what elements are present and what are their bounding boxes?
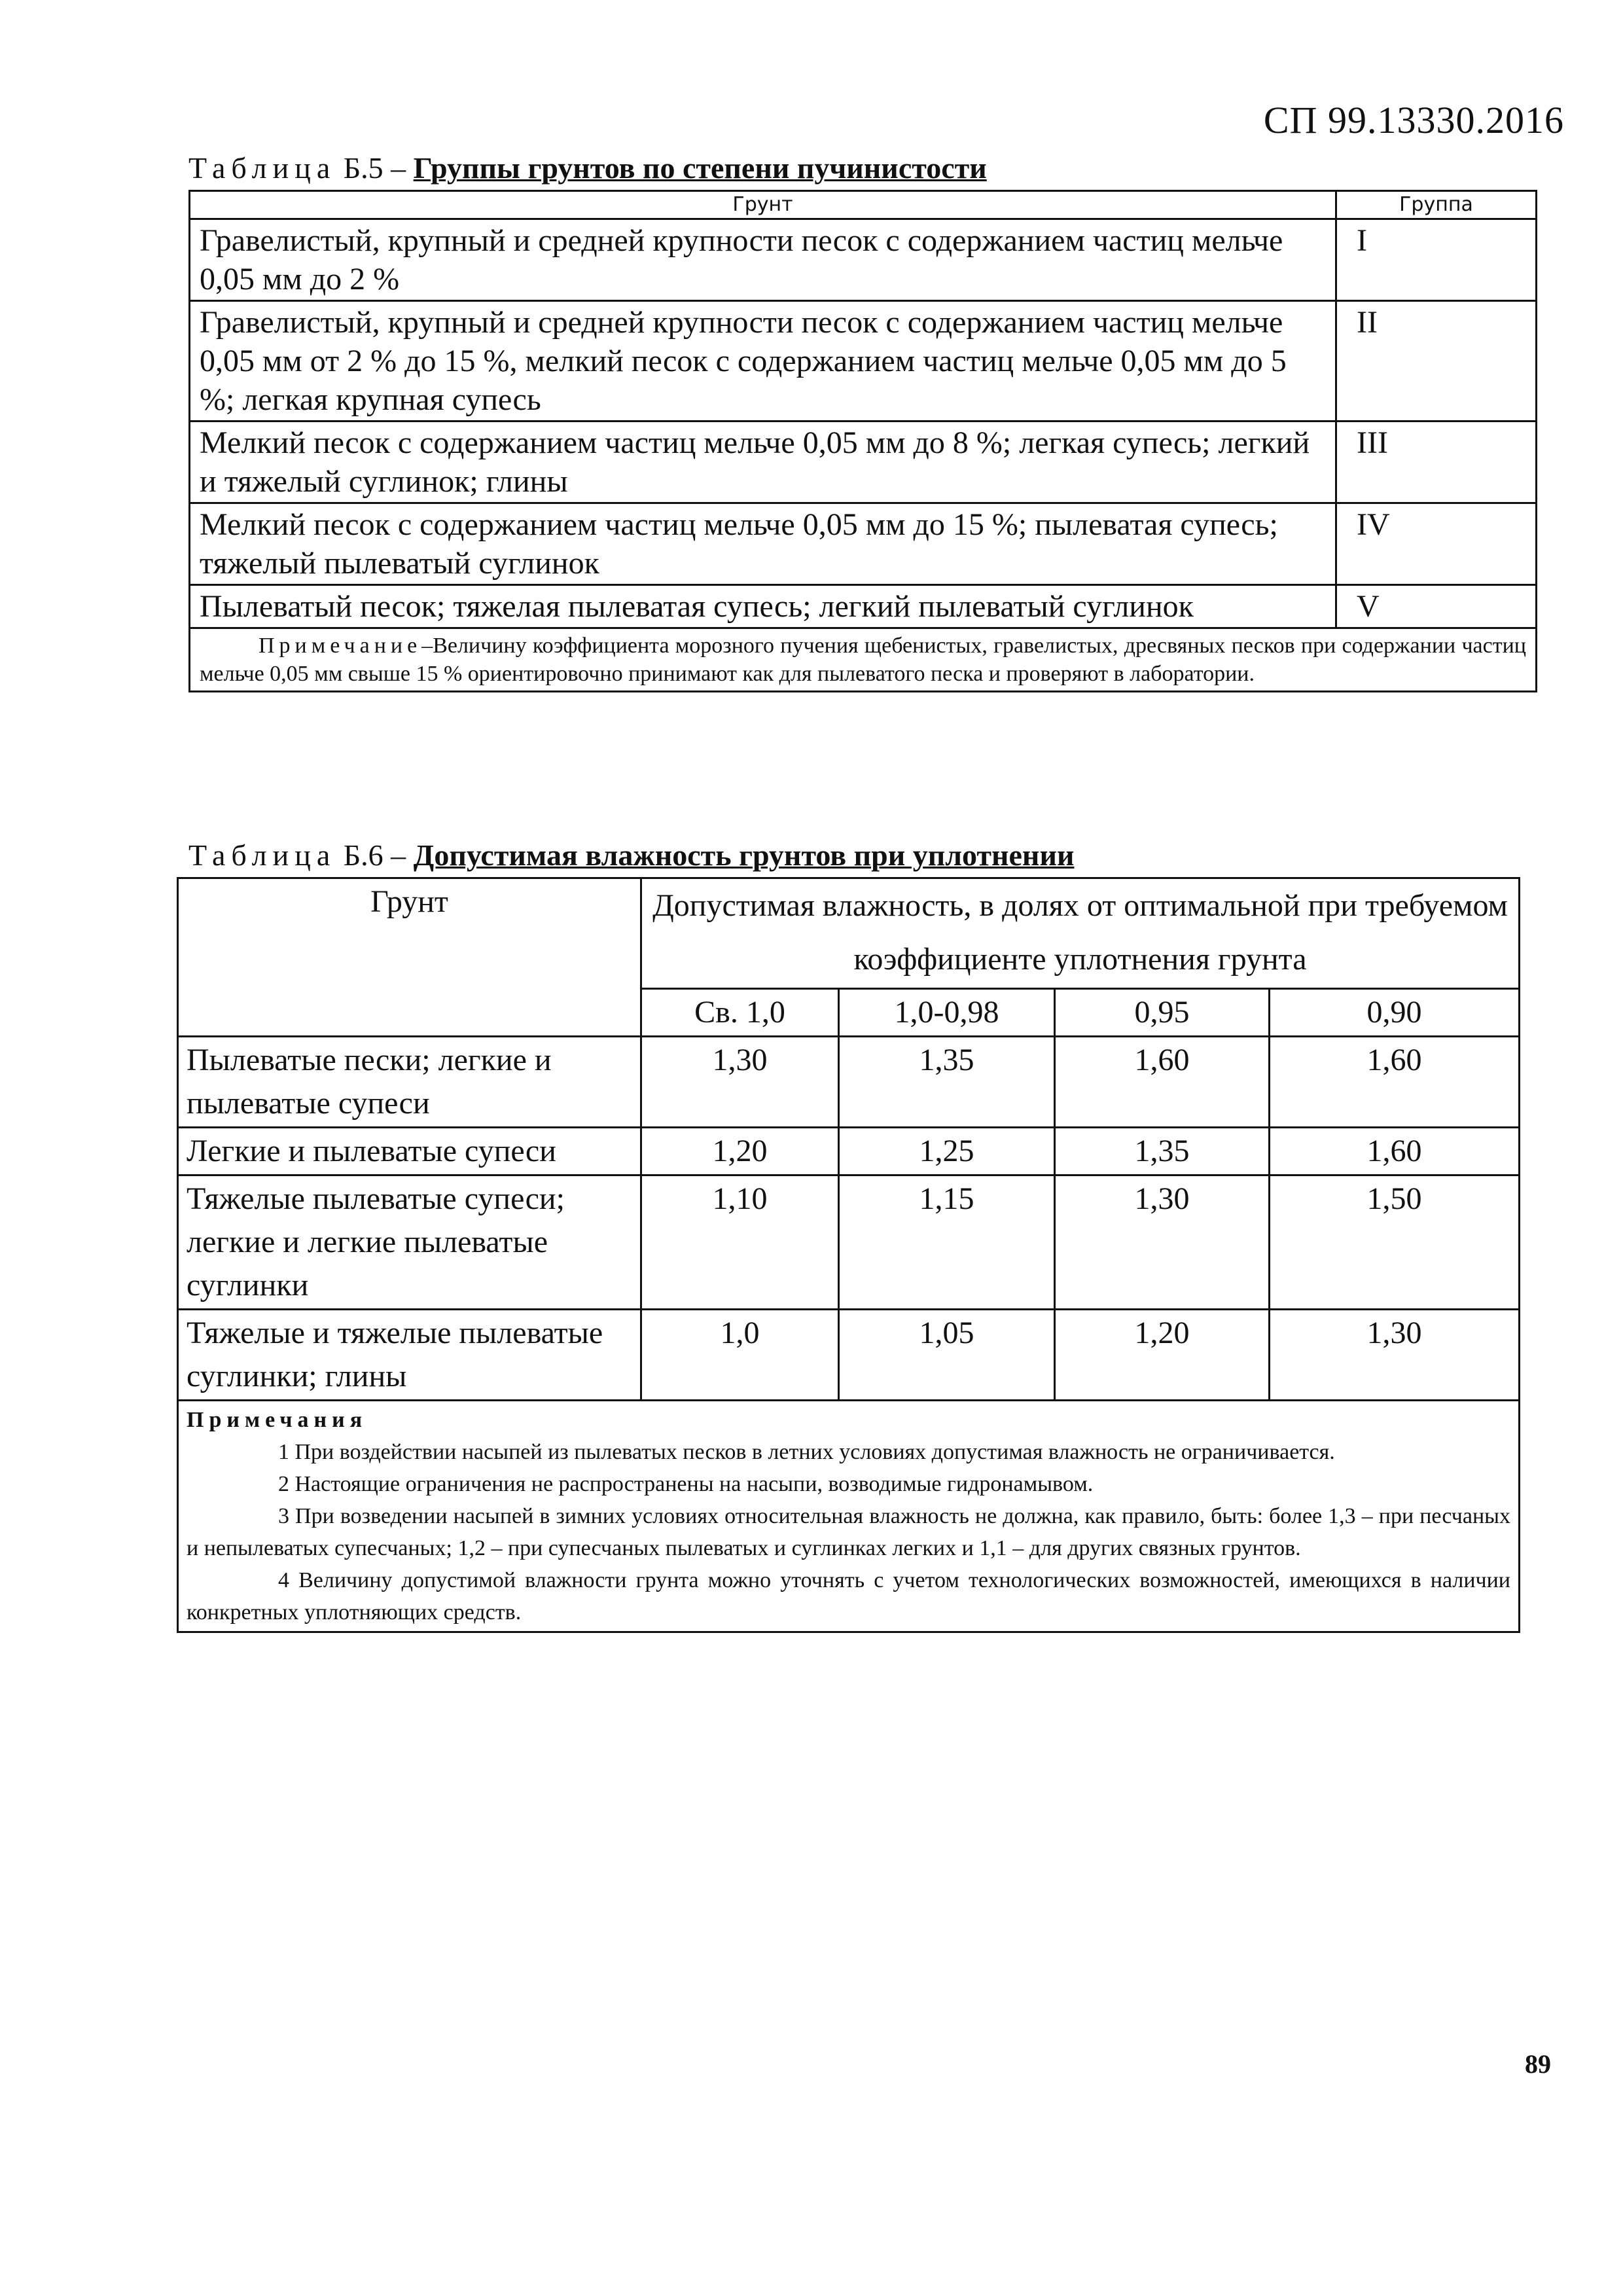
table-row bbox=[190, 301, 1537, 422]
table-row bbox=[178, 1175, 1520, 1310]
table-b6-value-cell: 1,25 bbox=[839, 1128, 1055, 1175]
table-b5-note-lead: Примечание bbox=[259, 634, 422, 658]
table-b5-soil-cell: Мелкий песок с содержанием частиц мельче 0,05 мм до 15 %; пылеватая супесь; тяжелый пылеватый суглинок bbox=[190, 503, 1336, 585]
table-b6-header-row bbox=[178, 878, 1520, 989]
table-b6 bbox=[177, 877, 1520, 1633]
document-code: СП 99.13330.2016 bbox=[1263, 99, 1564, 141]
table-b6-header-moisture: Допустимая влажность, в долях от оптимальной при требуемом коэффициенте уплотнения грунта bbox=[641, 878, 1520, 989]
table-row bbox=[178, 1310, 1520, 1401]
table-b5-soil-cell: Мелкий песок с содержанием частиц мельче 0,05 мм до 8 %; легкая супесь; легкий и тяжелый суглинок; глины bbox=[190, 422, 1336, 503]
table-b6-value-cell: 1,10 bbox=[641, 1175, 839, 1310]
table-b6-subheader: 0,90 bbox=[1270, 989, 1520, 1037]
table-b6-soil-cell: Легкие и пылеватые супеси bbox=[178, 1128, 641, 1175]
table-b5-group-cell: II bbox=[1336, 301, 1537, 422]
table-b6-soil-cell: Тяжелые пылеватые супеси; легкие и легкие пылеватые суглинки bbox=[178, 1175, 641, 1310]
table-b6-value-cell: 1,30 bbox=[1270, 1310, 1520, 1401]
table-b6-value-cell: 1,60 bbox=[1055, 1037, 1270, 1128]
table-b5-caption bbox=[188, 151, 987, 185]
table-b6-value-cell: 1,0 bbox=[641, 1310, 839, 1401]
table-b6-notes-row bbox=[178, 1401, 1520, 1632]
table-b6-caption bbox=[188, 838, 1074, 872]
table-b5-header-soil: Грунт bbox=[190, 191, 1336, 219]
table-b6-subheader: Св. 1,0 bbox=[641, 989, 839, 1037]
table-b5-header-row bbox=[190, 191, 1537, 219]
table-row bbox=[190, 422, 1537, 503]
table-b6-caption-number: Б.6 – bbox=[343, 838, 406, 872]
table-b6-notes bbox=[178, 1401, 1520, 1632]
table-b6-note-item: 4 Величину допустимой влажности грунта можно уточнять с учетом технологических возможностей, имеющихся в наличии конкретных уплотняющих средств. bbox=[187, 1568, 1510, 1624]
table-row bbox=[178, 1128, 1520, 1175]
table-b6-note-item: 3 При возведении насыпей в зимних условиях относительная влажность не должна, как правило, быть: более 1,3 – при песчаных и непылеватых супесчаных; 1,2 – при супесчаных пылеватых и суглинках легких и 1,1 – для других связных грунтов. bbox=[187, 1504, 1510, 1560]
table-b6-value-cell: 1,60 bbox=[1270, 1037, 1520, 1128]
table-b6-soil-cell: Тяжелые и тяжелые пылеватые суглинки; глины bbox=[178, 1310, 641, 1401]
table-b6-value-cell: 1,50 bbox=[1270, 1175, 1520, 1310]
table-b5-note bbox=[190, 628, 1537, 692]
table-b5-group-cell: V bbox=[1336, 585, 1537, 628]
table-b5-note-row bbox=[190, 628, 1537, 692]
table-b5-header-group: Группа bbox=[1336, 191, 1537, 219]
table-b6-value-cell: 1,60 bbox=[1270, 1128, 1520, 1175]
table-b6-value-cell: 1,20 bbox=[641, 1128, 839, 1175]
table-b5-caption-number: Б.5 – bbox=[343, 151, 406, 185]
table-b5 bbox=[188, 190, 1537, 692]
table-b6-soil-cell: Пылеватые пески; легкие и пылеватые супеси bbox=[178, 1037, 641, 1128]
table-b6-value-cell: 1,15 bbox=[839, 1175, 1055, 1310]
table-b6-value-cell: 1,05 bbox=[839, 1310, 1055, 1401]
table-b6-value-cell: 1,35 bbox=[1055, 1128, 1270, 1175]
table-b6-value-cell: 1,35 bbox=[839, 1037, 1055, 1128]
table-b6-value-cell: 1,30 bbox=[1055, 1175, 1270, 1310]
table-b6-header-soil: Грунт bbox=[178, 878, 641, 1037]
table-b6-subheader: 0,95 bbox=[1055, 989, 1270, 1037]
table-b5-group-cell: III bbox=[1336, 422, 1537, 503]
table-b6-note-item: 2 Настоящие ограничения не распространены на насыпи, возводимые гидронамывом. bbox=[278, 1472, 1094, 1496]
page-number: 89 bbox=[1525, 2049, 1551, 2079]
table-b5-soil-cell: Пылеватый песок; тяжелая пылеватая супесь; легкий пылеватый суглинок bbox=[190, 585, 1336, 628]
table-b6-caption-prefix: Таблица bbox=[188, 838, 336, 872]
table-b5-soil-cell: Гравелистый, крупный и средней крупности песок с содержанием частиц мельче 0,05 мм до 2 % bbox=[190, 219, 1336, 301]
table-b6-caption-title: Допустимая влажность грунтов при уплотнении bbox=[413, 838, 1075, 872]
table-row bbox=[190, 503, 1537, 585]
table-b6-note-item: 1 При воздействии насыпей из пылеватых песков в летних условиях допустимая влажность не ограничивается. bbox=[278, 1440, 1335, 1464]
table-b5-soil-cell: Гравелистый, крупный и средней крупности песок с содержанием частиц мельче 0,05 мм от 2 % до 15 %, мелкий песок с содержанием частиц мельче 0,05 мм до 5 %; легкая крупная супесь bbox=[190, 301, 1336, 422]
table-b6-value-cell: 1,20 bbox=[1055, 1310, 1270, 1401]
table-b5-caption-title: Группы грунтов по степени пучинистости bbox=[413, 151, 987, 185]
table-b5-group-cell: I bbox=[1336, 219, 1537, 301]
table-b5-caption-prefix: Таблица bbox=[188, 151, 336, 185]
table-row bbox=[190, 219, 1537, 301]
table-row bbox=[190, 585, 1537, 628]
table-b6-notes-lead: Примечания bbox=[187, 1408, 368, 1432]
table-b5-note-text: –Величину коэффициента морозного пучения щебенистых, гравелистых, дресвяных песков при содержании частиц мельче 0,05 мм свыше 15 % ориентировочно принимают как для пылеватого песка и проверяют в лаборатории. bbox=[200, 634, 1526, 686]
table-b6-subheader: 1,0-0,98 bbox=[839, 989, 1055, 1037]
table-b6-value-cell: 1,30 bbox=[641, 1037, 839, 1128]
table-row bbox=[178, 1037, 1520, 1128]
table-b5-group-cell: IV bbox=[1336, 503, 1537, 585]
